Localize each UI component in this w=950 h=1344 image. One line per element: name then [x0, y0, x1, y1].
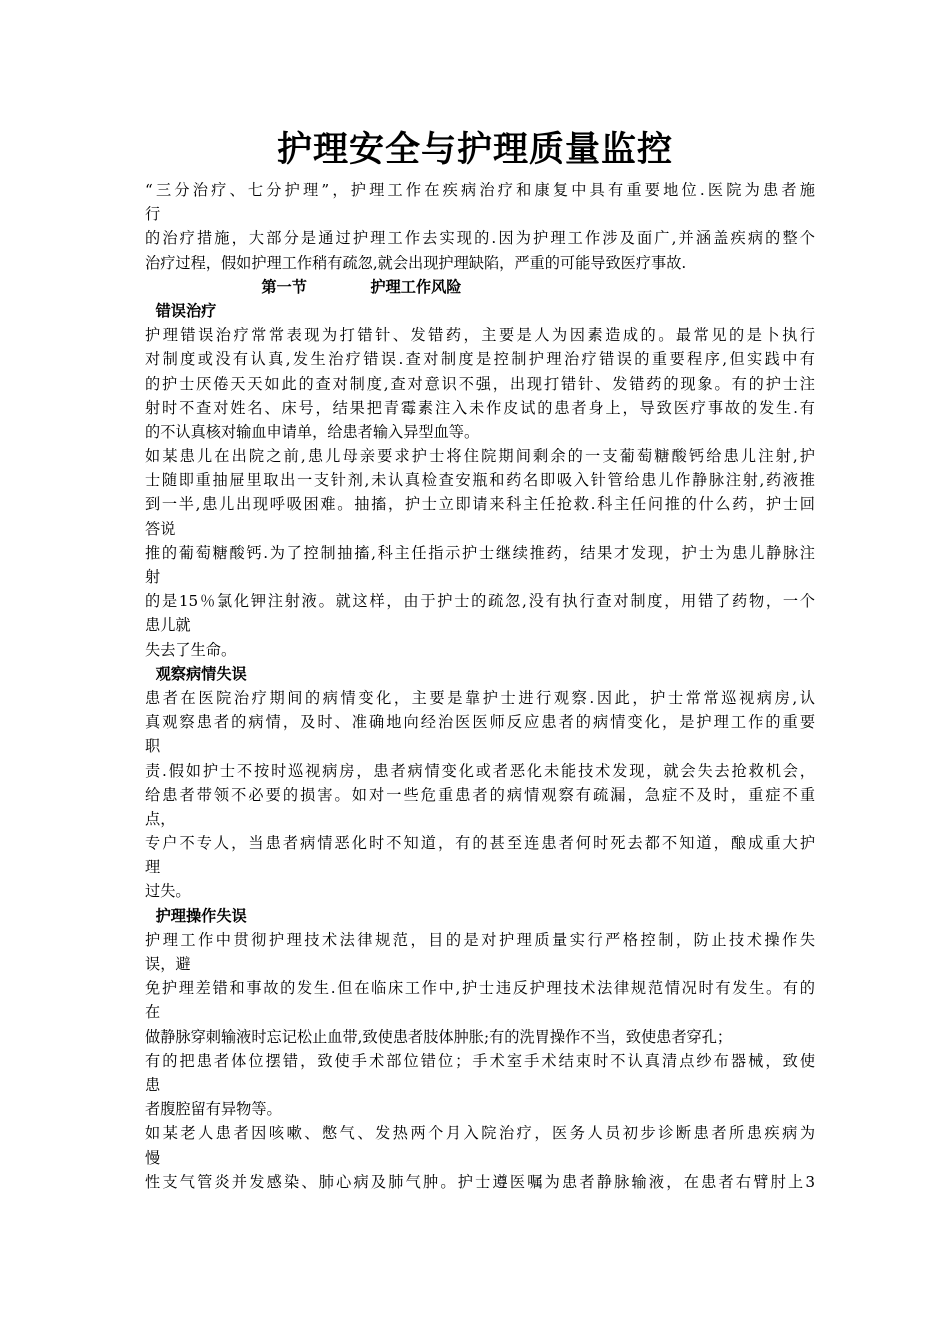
section-heading: 错误治疗: [145, 301, 217, 320]
paragraph-line: 给患者带领不必要的损害。如对一些危重患者的病情观察有疏漏，急症不及时，重症不重: [145, 785, 815, 804]
paragraph-line: 免护理差错和事故的发生.但在临床工作中,护士违反护理技术法律规范情况时有发生。有的: [145, 979, 815, 998]
paragraph-line: 性支气管炎并发感染、肺心病及肺气肿。护士遵医嘱为患者静脉输液，在患者右臂肘上3: [145, 1172, 815, 1191]
paragraph-line: 做静脉穿刺输液时忘记松止血带,致使患者肢体肿胀;有的洗胃操作不当，致使患者穿孔；: [145, 1027, 733, 1046]
paragraph-line: 点，: [145, 809, 176, 828]
paragraph-line: 专户不专人，当患者病情恶化时不知道，有的甚至连患者何时死去都不知道，酿成重大护: [145, 834, 815, 853]
paragraph-line: 的是15％氯化钾注射液。就这样，由于护士的疏忽,没有执行查对制度，用错了药物，一个: [145, 592, 815, 611]
paragraph-line: 答说: [145, 519, 176, 538]
paragraph-line: 行: [145, 205, 161, 224]
paragraph-line: 在: [145, 1003, 161, 1022]
paragraph-line: 患者在医院治疗期间的病情变化，主要是靠护士进行观察.因此，护士常常巡视病房,认: [145, 688, 815, 707]
paragraph-line: 士随即重抽屉里取出一支针剂,未认真检查安瓶和药名即吸入针管给患儿作静脉注射,药液推: [145, 471, 815, 490]
section-heading: 观察病情失误: [145, 664, 247, 683]
paragraph-line: 射: [145, 568, 161, 586]
paragraph-line: 患儿就: [145, 616, 191, 635]
section-heading: 第一节 护理工作风险: [145, 277, 462, 296]
paragraph-line: 责.假如护士不按时巡视病房，患者病情变化或者恶化未能技术发现，就会失去抢救机会，: [145, 761, 815, 780]
paragraph-line: 的治疗措施，大部分是通过护理工作去实现的.因为护理工作涉及面广,并涵盖疾病的整个: [145, 229, 815, 248]
paragraph-line: 护理工作中贯彻护理技术法律规范，目的是对护理质量实行严格控制，防止技术操作失: [145, 930, 815, 949]
paragraph-line: 射时不查对姓名、床号，结果把青霉素注入未作皮试的患者身上，导致医疗事故的发生.有: [145, 398, 815, 417]
paragraph-line: 如某老人患者因咳嗽、憋气、发热两个月入院治疗，医务人员初步诊断患者所患疾病为: [145, 1124, 815, 1143]
paragraph-line: 者腹腔留有异物等。: [145, 1100, 282, 1119]
paragraph-line: “三分治疗、七分护理”，护理工作在疾病治疗和康复中具有重要地位.医院为患者施: [145, 181, 815, 199]
paragraph-line: 失去了生命。: [145, 640, 237, 659]
document-body: [145, 178, 815, 1194]
paragraph-line: 误，避: [145, 955, 191, 973]
paragraph-line: 患: [145, 1075, 161, 1094]
paragraph-line: 对制度或没有认真,发生治疗错误.查对制度是控制护理治疗错误的重要程序,但实践中有: [145, 350, 815, 369]
paragraph-line: 理: [145, 858, 161, 877]
paragraph-line: 护理错误治疗常常表现为打错针、发错药，主要是人为因素造成的。最常见的是卜执行: [145, 326, 815, 345]
paragraph-line: 职: [145, 737, 161, 756]
paragraph-line: 治疗过程，假如护理工作稍有疏忽,就会出现护理缺陷，严重的可能导致医疗事故.: [145, 253, 687, 272]
paragraph-line: 有的把患者体位摆错，致使手术部位错位；手术室手术结束时不认真清点纱布器械，致使: [145, 1051, 815, 1070]
paragraph-line: 过失。: [145, 882, 191, 901]
paragraph-line: 的护士厌倦天天如此的查对制度,查对意识不强，出现打错针、发错药的现象。有的护士注: [145, 374, 815, 393]
section-heading: 护理操作失误: [145, 906, 247, 925]
paragraph-line: 真观察患者的病情，及时、准确地向经治医医师反应患者的病情变化，是护理工作的重要: [145, 713, 815, 732]
paragraph-line: 如某患儿在出院之前,患儿母亲要求护士将住院期间剩余的一支葡萄糖酸钙给患儿注射,护: [145, 447, 815, 466]
paragraph-line: 到一半,患儿出现呼吸困难。抽搐，护士立即请来科主任抢救.科主任问推的什么药，护士回: [145, 495, 815, 514]
paragraph-line: 慢: [145, 1148, 161, 1167]
paragraph-line: 推的葡萄糖酸钙.为了控制抽搐,科主任指示护士继续推药，结果才发现，护士为患儿静脉注: [145, 543, 815, 562]
paragraph-line: 的不认真核对输血申请单，给患者输入异型血等。: [145, 422, 480, 441]
document-title: 护理安全与护理质量监控: [276, 129, 673, 170]
